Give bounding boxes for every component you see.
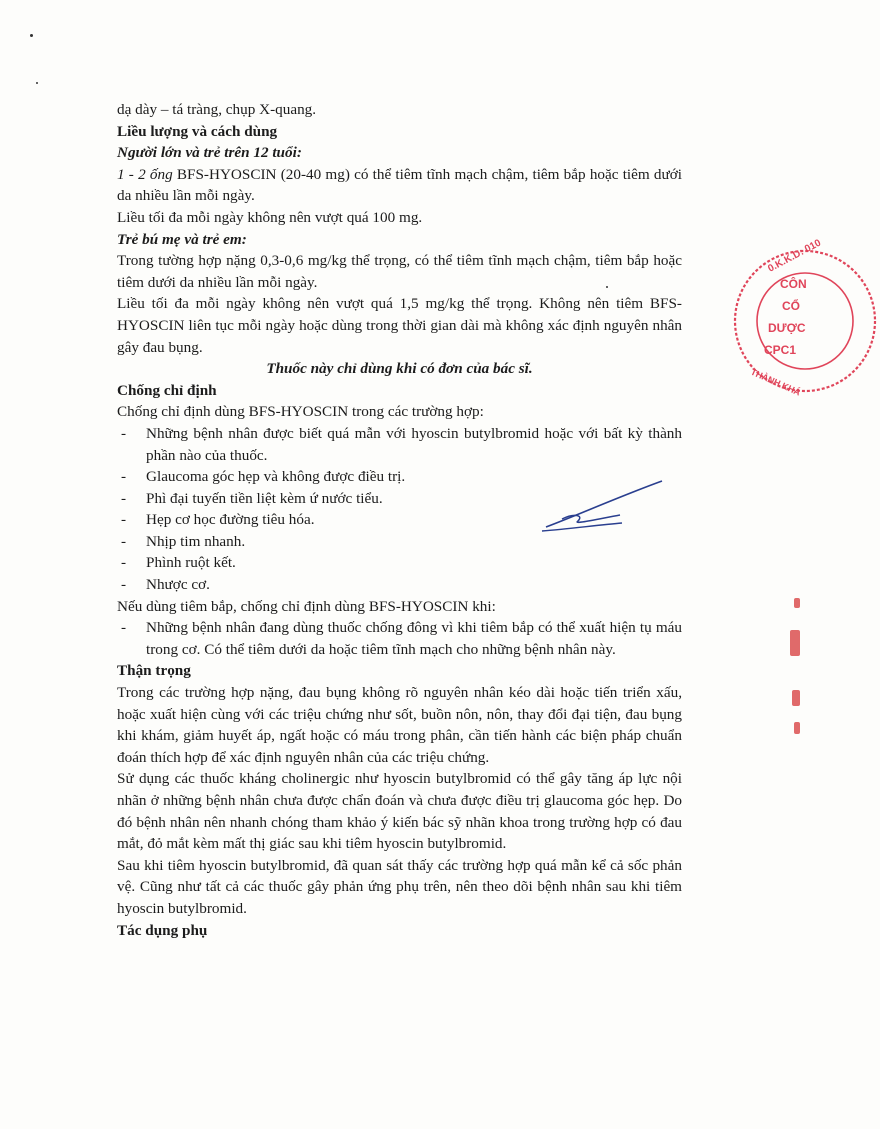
dash-bullet: - — [121, 511, 127, 529]
contraindications-intro: Chống chỉ định dùng BFS-HYOSCIN trong các trường hợp: — [117, 403, 484, 421]
list-item-text: Phình ruột kết. — [146, 554, 236, 572]
stamp-top-text: 0.K.K.D: 010 — [766, 237, 823, 275]
stamp-edge-mark — [794, 598, 800, 608]
stamp-line: CPC1 — [764, 343, 797, 357]
dash-bullet: - — [121, 489, 127, 507]
list-item — [117, 423, 682, 466]
list-item — [117, 552, 682, 574]
stamp-edge-mark — [794, 722, 800, 734]
company-stamp — [730, 237, 880, 398]
adults-dose — [117, 164, 682, 207]
list-item-text: Phì đại tuyến tiền liệt kèm ứ nước tiểu. — [146, 489, 383, 507]
caution-paragraph: Trong các trường hợp nặng, đau bụng không rõ nguyên nhân kéo dài hoặc tiến triển xấu, hoặc xuất hiện cùng với các triệu chứng như sốt, buồn nôn, nôn, thay đổi đại tiện, đau bụng khi khám, giảm huyết áp, ngất hoặc có máu trong phân, cần tiến hành các biện pháp chuẩn đoán thích hợp để xác định nguyên nhân của các triệu chứng. — [117, 684, 682, 766]
adults-max-dose: Liều tối đa mỗi ngày không nên vượt quá 100 mg. — [117, 208, 423, 226]
contraindications-heading: Chống chỉ định — [117, 381, 217, 399]
side-effects-heading: Tác dụng phụ — [117, 921, 208, 939]
dash-bullet: - — [121, 532, 127, 550]
stamp-bottom-text: THÀNH KHÁ — [749, 366, 803, 398]
dash-bullet: - — [121, 554, 127, 572]
text-line: dạ dày – tá tràng, chụp X-quang. — [117, 101, 317, 118]
list-item — [117, 574, 682, 596]
scan-speck — [30, 34, 33, 37]
caution-heading: Thận trọng — [117, 662, 191, 680]
stamp-line: CÔN — [780, 277, 807, 291]
stamp-edge-mark — [792, 690, 800, 706]
adults-dose-rest: BFS-HYOSCIN (20-40 mg) có thể tiêm tĩnh mạch chậm, tiêm bắp hoặc tiêm dưới da nhiều lần mỗi ngày. — [117, 165, 682, 205]
list-item-text: Nhịp tim nhanh. — [146, 532, 246, 550]
children-dose: Trong tường hợp nặng 0,3-0,6 mg/kg thể trọng, có thể tiêm tĩnh mạch chậm, tiêm bắp hoặc tiêm dưới da nhiều lần mỗi ngày. — [117, 252, 682, 291]
list-item-text: Những bệnh nhân được biết quá mẫn với hyoscin butylbromid hoặc với bất kỳ thành phần nào của thuốc. — [146, 424, 682, 464]
intramuscular-list — [117, 617, 682, 660]
dosage-heading: Liều lượng và cách dùng — [117, 122, 278, 140]
list-item-text: Những bệnh nhân đang dùng thuốc chống đông vì khi tiêm bắp có thể xuất hiện tụ máu trong cơ. Có thể tiêm dưới da hoặc tiêm tĩnh mạch cho những bệnh nhân này. — [146, 619, 682, 658]
scan-speck — [36, 82, 38, 84]
adults-heading: Người lớn và trẻ trên 12 tuổi: — [117, 144, 302, 162]
caution-paragraph: Sau khi tiêm hyoscin butylbromid, đã quan sát thấy các trường hợp quá mẫn kể cả sốc phản vệ. Cũng như tất cả các thuốc gây phản ứng phụ trên, nên theo dõi bệnh nhân sau khi tiêm hyoscin butylbromid. — [117, 856, 682, 917]
dash-bullet: - — [121, 424, 127, 442]
list-item — [117, 617, 682, 660]
list-item-text: Glaucoma góc hẹp và không được điều trị. — [146, 468, 406, 486]
stamp-edge-mark — [790, 630, 800, 656]
stamp-line: CỔ — [782, 299, 800, 313]
dash-bullet: - — [121, 576, 127, 594]
caution-paragraph: Sử dụng các thuốc kháng cholinergic như hyoscin butylbromid có thể gây tăng áp lực nội nhãn ở những bệnh nhân chưa được chẩn đoán và chưa được điều trị glaucoma góc hẹp. Do đó bệnh nhân nên nhanh chóng tham khảo ý kiến bác sỹ nhãn khoa trong trường hợp có đau mắt, đỏ mắt kèm mất thị giác sau khi tiêm hyoscin butylbromid. — [117, 770, 682, 853]
children-max-dose: Liều tối đa mỗi ngày không nên vượt quá 1,5 mg/kg thể trọng. Không nên tiêm BFS-HYOSCIN liên tục mỗi ngày hoặc dùng trong thời gian dài mà không xác định nguyên nhân gây đau bụng. — [117, 295, 682, 356]
signature-mark — [538, 475, 668, 535]
dash-bullet: - — [121, 468, 127, 486]
dash-bullet: - — [121, 619, 127, 637]
intramuscular-intro: Nếu dùng tiêm bắp, chống chỉ định dùng BFS-HYOSCIN khi: — [117, 597, 496, 615]
prescription-note: Thuốc này chỉ dùng khi có đơn của bác sĩ. — [266, 360, 533, 378]
adults-dose-prefix: 1 - 2 ống — [117, 165, 173, 183]
list-item-text: Nhược cơ. — [146, 576, 210, 594]
list-item-text: Hẹp cơ học đường tiêu hóa. — [146, 511, 315, 529]
stamp-line: DƯỢC — [768, 321, 806, 335]
children-heading: Trẻ bú mẹ và trẻ em: — [117, 230, 247, 248]
